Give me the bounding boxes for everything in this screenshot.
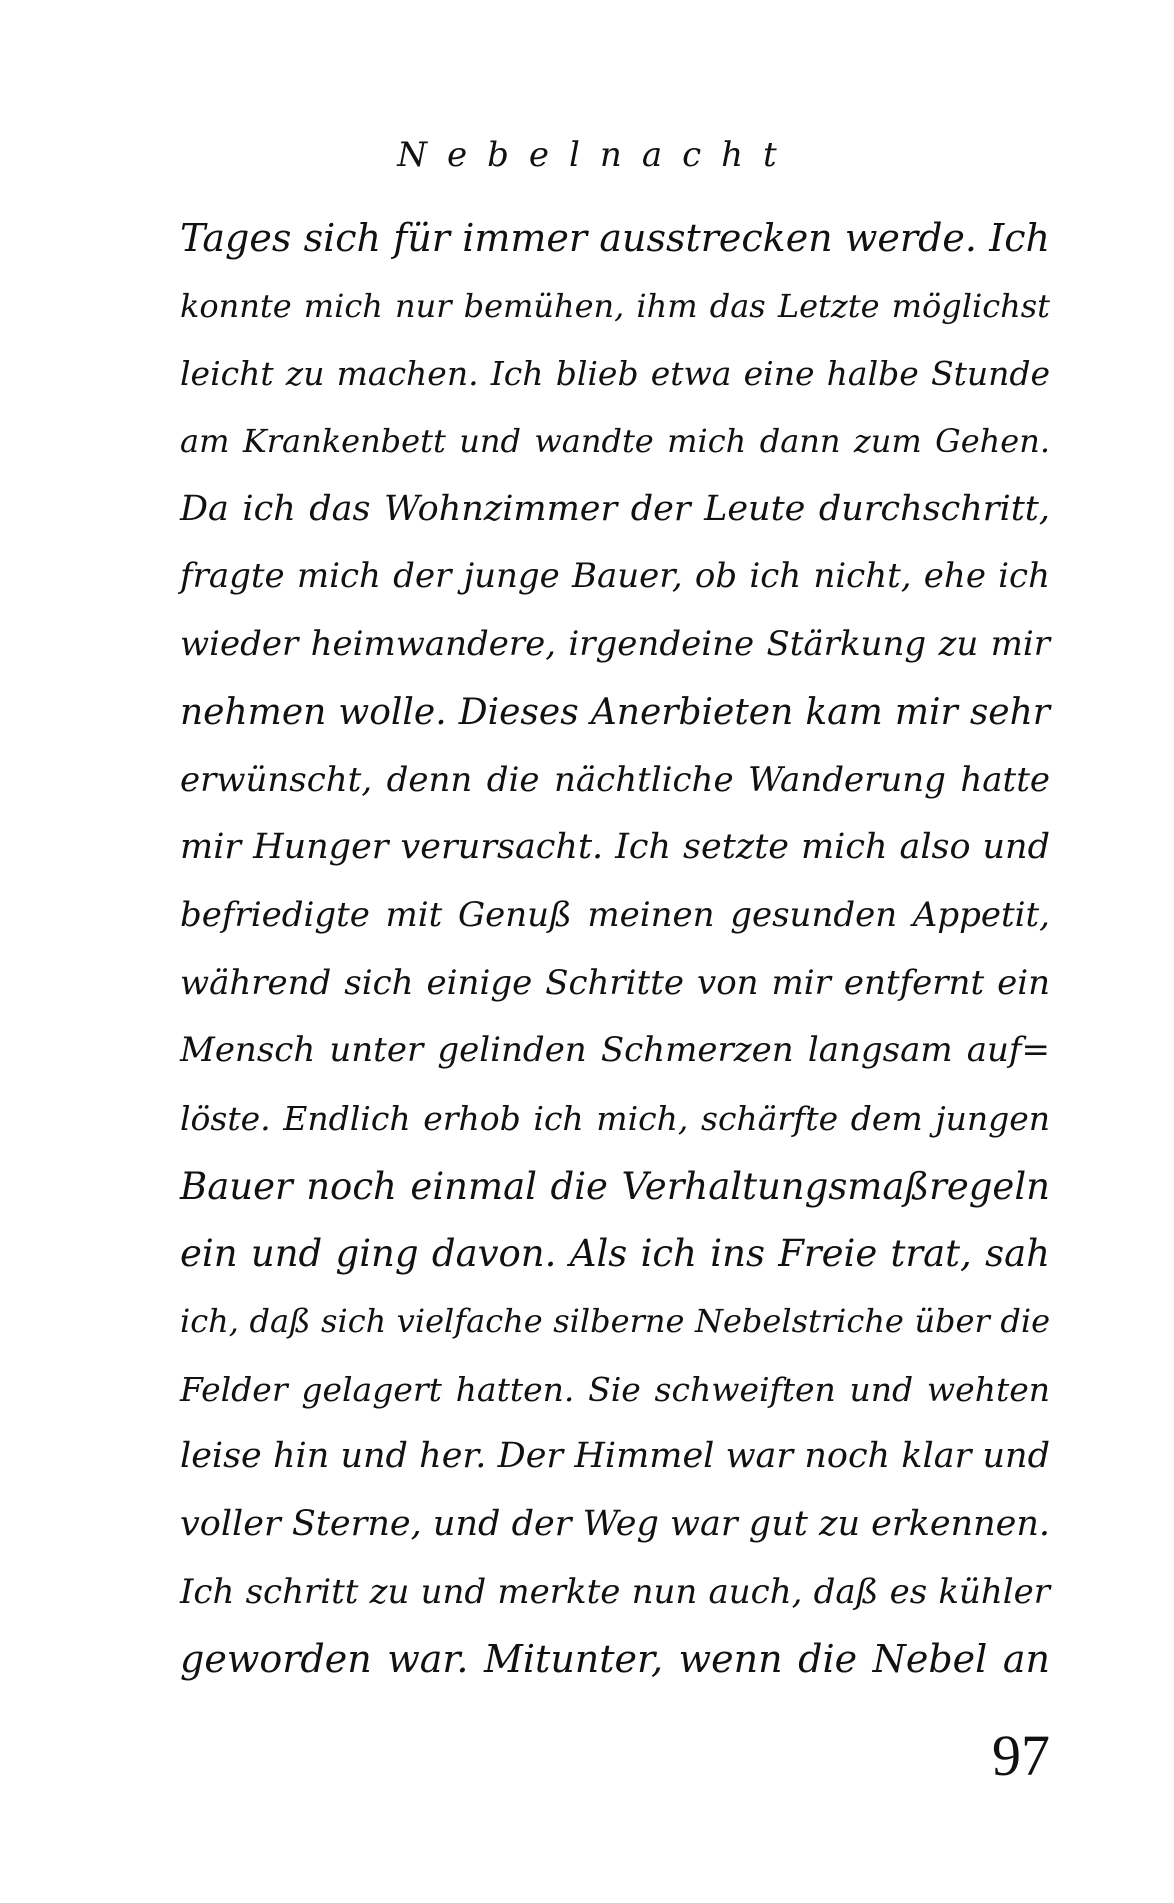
text-line: Felder gelagert hatten. Sie schweiften und wehten xyxy=(180,1369,1050,1409)
running-head: Nebelnacht xyxy=(397,135,797,175)
text-line: voller Sterne, und der Weg war gut zu erkennen. xyxy=(180,1504,1050,1545)
text-line: Tages sich für immer ausstrecken werde. Ich xyxy=(180,216,1050,260)
text-line: nehmen wolle. Dieses Anerbieten kam mir sehr xyxy=(180,691,1050,733)
text-line: leicht zu machen. Ich blieb etwa eine halbe Stunde xyxy=(180,354,1050,394)
text-line: mir Hunger verursacht. Ich setzte mich also und xyxy=(180,827,1050,868)
text-line: ich, daß sich vielfache silberne Nebelstriche über die xyxy=(180,1302,1050,1340)
body-text xyxy=(180,205,1050,1694)
text-line: leise hin und her. Der Himmel war noch klar und xyxy=(180,1436,1050,1477)
text-line: während sich einige Schritte von mir entfernt ein xyxy=(180,962,1050,1003)
page-number: 97 xyxy=(992,1723,1050,1788)
text-line: wieder heimwandere, irgendeine Stärkung zu mir xyxy=(180,624,1050,665)
text-line: am Krankenbett und wandte mich dann zum Gehen. xyxy=(180,422,1050,461)
text-line: löste. Endlich erhob ich mich, schärfte dem jungen xyxy=(180,1098,1050,1138)
text-line: Ich schritt zu und merkte nun auch, daß es kühler xyxy=(180,1571,1050,1612)
text-line: befriedigte mit Genuß meinen gesunden Appetit, xyxy=(180,894,1050,935)
text-line: ein und ging davon. Als ich ins Freie trat, sah xyxy=(180,1232,1050,1276)
text-line: Da ich das Wohnzimmer der Leute durchschritt, xyxy=(180,488,1050,529)
text-line: erwünscht, denn die nächtliche Wanderung hatte xyxy=(180,759,1050,800)
text-line: Bauer noch einmal die Verhaltungsmaßregeln xyxy=(180,1164,1050,1208)
text-line: geworden war. Mitunter, wenn die Nebel an xyxy=(180,1637,1050,1682)
text-line: konnte mich nur bemühen, ihm das Letzte möglichst xyxy=(180,286,1050,325)
text-line: fragte mich der junge Bauer, ob ich nicht, ehe ich xyxy=(180,556,1050,597)
text-line: Mensch unter gelinden Schmerzen langsam auf= xyxy=(180,1030,1050,1071)
